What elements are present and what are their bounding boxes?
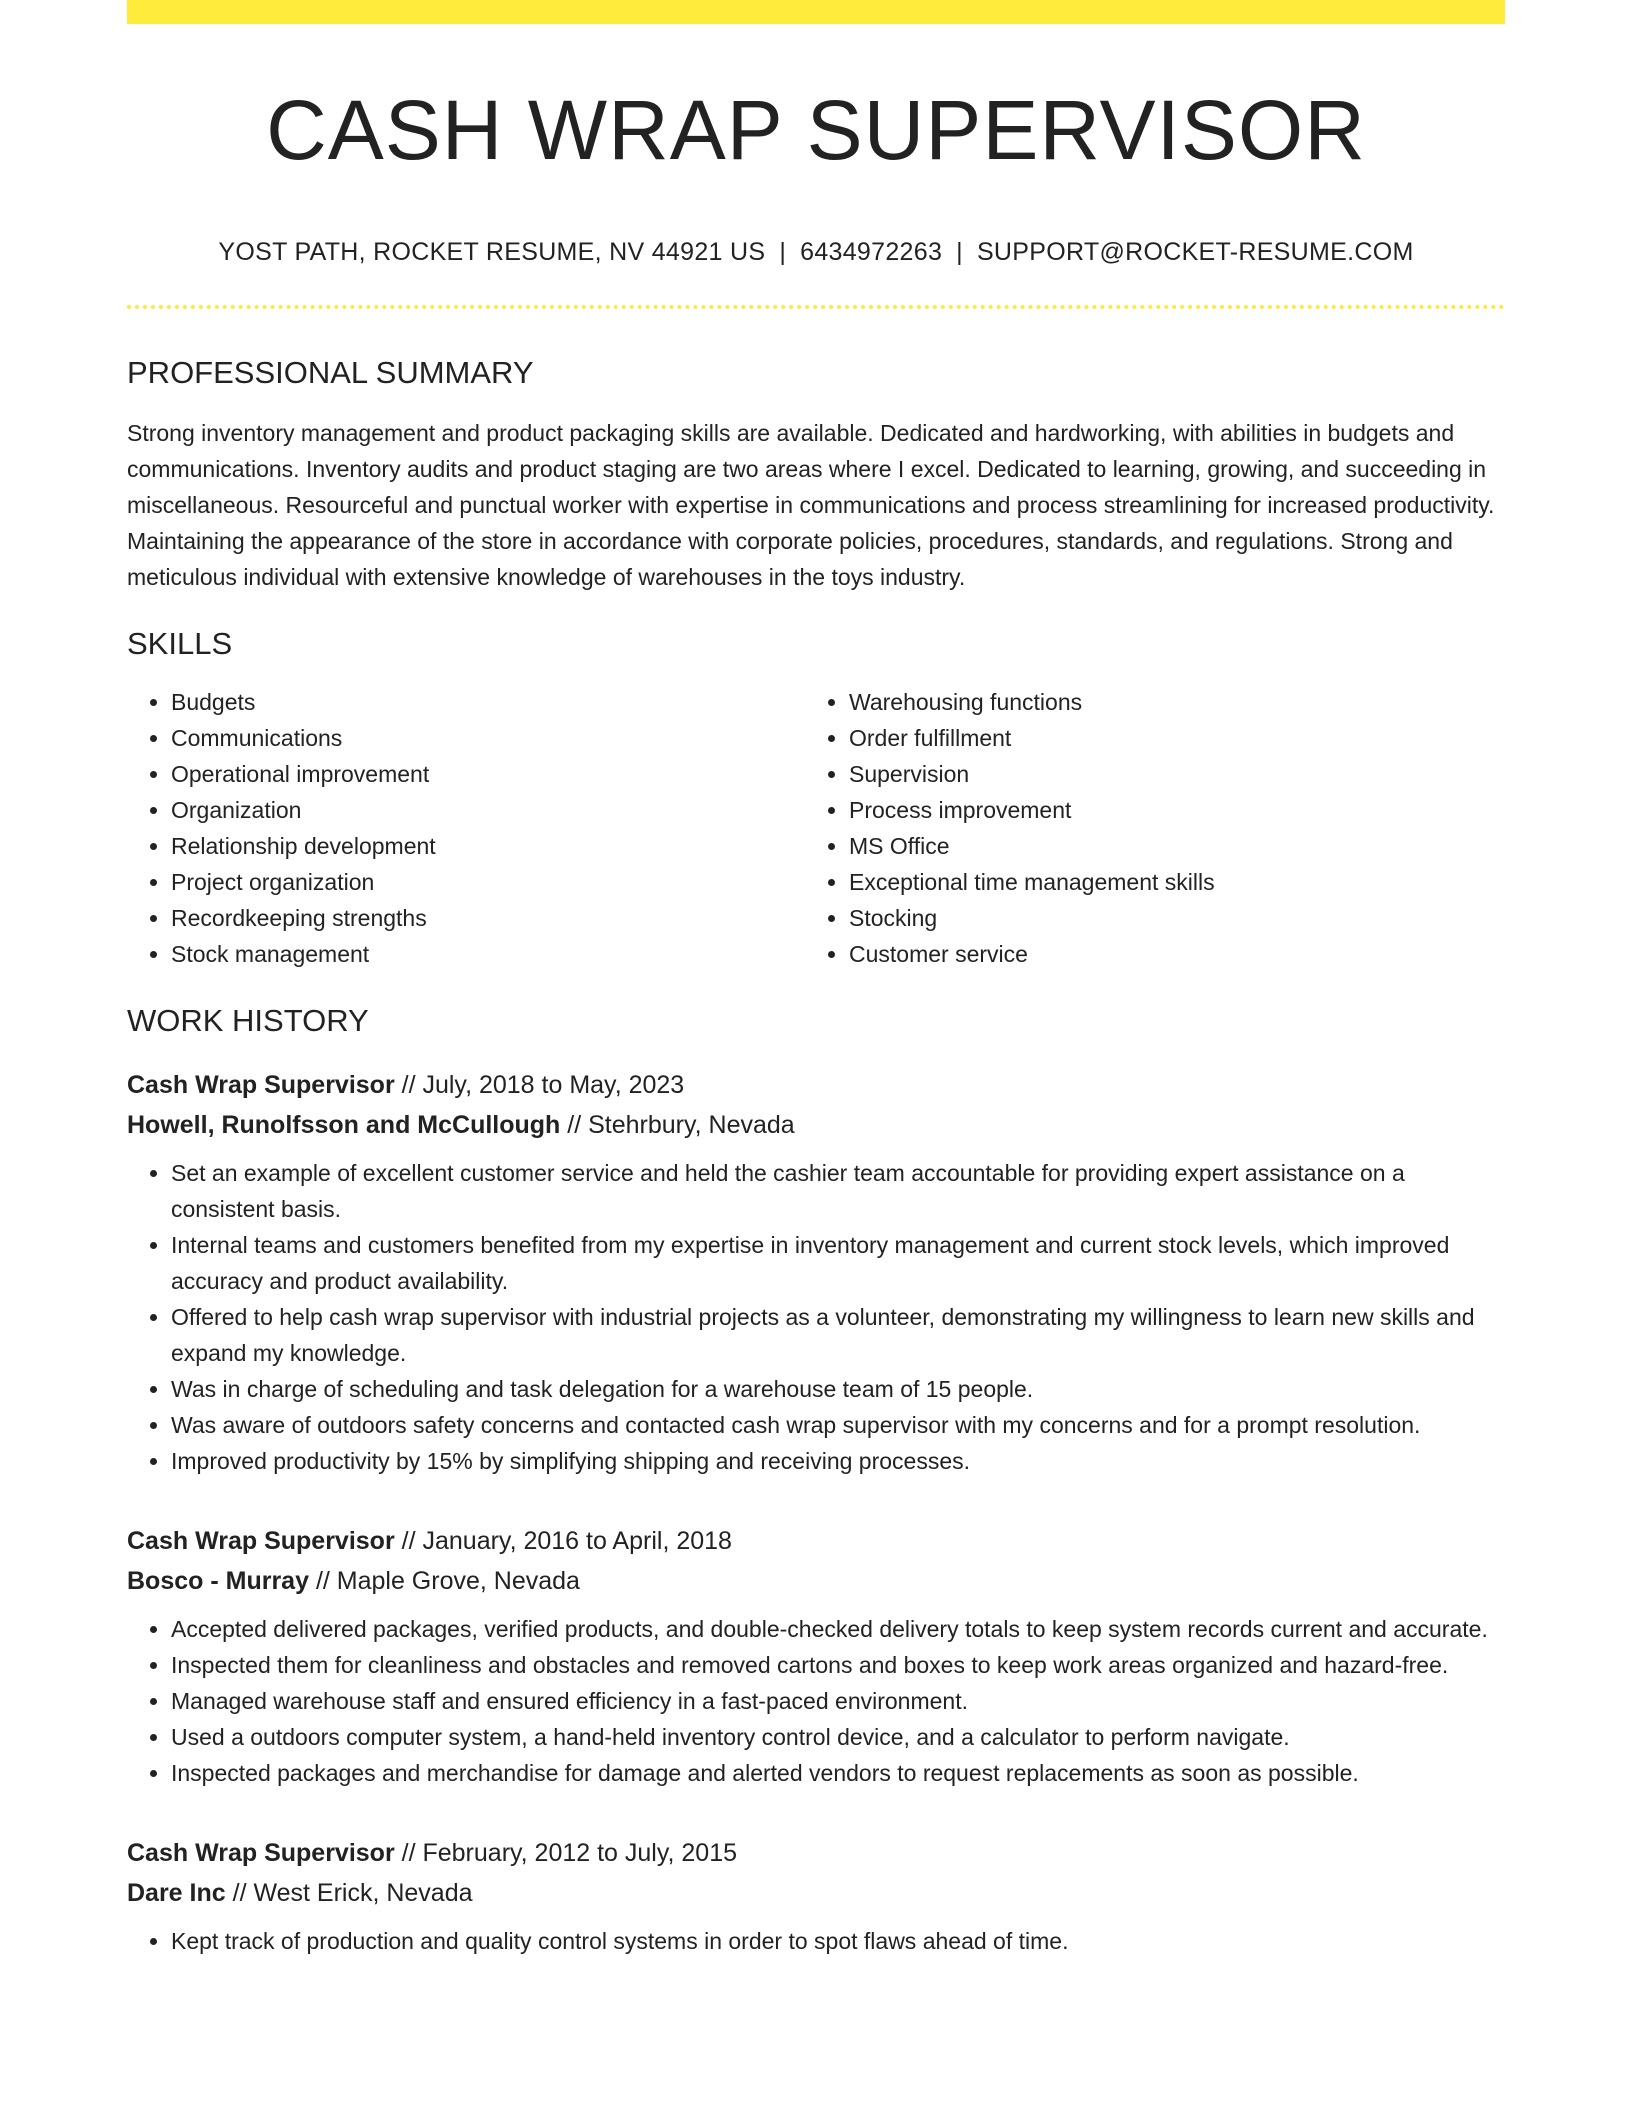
- job-bullet: • Internal teams and customers benefited from my expertise in inventory management and current stock levels, which improved accuracy and product availability.: [171, 1227, 1505, 1299]
- skills-column-left: [127, 684, 805, 972]
- job-location: // Maple Grove, Nevada: [315, 1567, 580, 1596]
- contact-separator: |: [779, 237, 787, 266]
- job-location: // West Erick, Nevada: [232, 1879, 473, 1908]
- job-bullet: • Improved productivity by 15% by simplifying shipping and receiving processes.: [171, 1443, 1505, 1479]
- contact-separator: |: [956, 237, 963, 266]
- skill-item: • Supervision: [849, 756, 1483, 792]
- job-dates: // July, 2018 to May, 2023: [401, 1071, 685, 1100]
- job-bullets: [127, 1611, 1505, 1791]
- job-bullet: • Offered to help cash wrap supervisor with industrial projects as a volunteer, demonstrating my willingness to learn new skills and expand my knowledge.: [171, 1299, 1505, 1371]
- job-bullets: [127, 1923, 1505, 1959]
- job-company-line: [127, 1105, 1505, 1145]
- job-bullet: • Was in charge of scheduling and task delegation for a warehouse team of 15 people.: [171, 1371, 1505, 1407]
- skill-item: • Process improvement: [849, 792, 1483, 828]
- job-location: // Stehrbury, Nevada: [567, 1111, 795, 1140]
- job-bullet: • Accepted delivered packages, verified products, and double-checked delivery totals to keep system records current and accurate.: [171, 1611, 1505, 1647]
- job-dates: // February, 2012 to July, 2015: [401, 1839, 738, 1868]
- skill-item: • Exceptional time management skills: [849, 864, 1483, 900]
- job-bullet: • Was aware of outdoors safety concerns and contacted cash wrap supervisor with my concerns and for a prompt resolution.: [171, 1407, 1505, 1443]
- job-bullet: • Used a outdoors computer system, a hand-held inventory control device, and a calculator to perform navigate.: [171, 1719, 1505, 1755]
- skills-column-right: [849, 684, 1483, 972]
- job-company: Bosco - Murray: [127, 1567, 309, 1596]
- candidate-name: CASH WRAP SUPERVISOR: [266, 83, 1366, 177]
- job-company-line: [127, 1873, 1505, 1913]
- job-title-line: [127, 1521, 1505, 1561]
- job-dates: // January, 2016 to April, 2018: [401, 1527, 732, 1556]
- contact-phone: 6434972263: [800, 237, 943, 266]
- contact-line: [127, 237, 1505, 267]
- skill-item: • Project organization: [171, 864, 805, 900]
- contact-address: YOST PATH, ROCKET RESUME, NV 44921 US: [218, 237, 766, 266]
- skills-heading: SKILLS: [127, 625, 233, 661]
- job-bullet: • Inspected them for cleanliness and obstacles and removed cartons and boxes to keep work areas organized and hazard-free.: [171, 1647, 1505, 1683]
- job-title: Cash Wrap Supervisor: [127, 1071, 395, 1100]
- skill-item: • Communications: [171, 720, 805, 756]
- job-bullets: [127, 1155, 1505, 1479]
- skill-item: • Recordkeeping strengths: [171, 900, 805, 936]
- summary-text: Strong inventory management and product packaging skills are available. Dedicated and hardworking, with abilities in budgets and communications. Inventory audits and product staging are two areas where I excel. Dedicated to learning, growing, and succeeding in miscellaneous. Resourceful and punctual worker with expertise in communications and process streamlining for increased productivity. Maintaining the appearance of the store in accordance with corporate policies, procedures, standards, and regulations. Strong and meticulous individual with extensive knowledge of warehouses in the toys industry.: [127, 419, 1495, 590]
- skill-item: • Order fulfillment: [849, 720, 1483, 756]
- skill-item: • MS Office: [849, 828, 1483, 864]
- skill-item: • Stocking: [849, 900, 1483, 936]
- work-history-heading: WORK HISTORY: [127, 1003, 369, 1039]
- job-title-line: [127, 1833, 1505, 1873]
- summary-heading: PROFESSIONAL SUMMARY: [127, 354, 534, 390]
- job-entry: [127, 1521, 1505, 1791]
- job-bullet: • Inspected packages and merchandise for damage and alerted vendors to request replacements as soon as possible.: [171, 1755, 1505, 1791]
- job-company-line: [127, 1561, 1505, 1601]
- skill-item: • Stock management: [171, 936, 805, 972]
- job-company: Howell, Runolfsson and McCullough: [127, 1111, 561, 1140]
- dotted-divider: [127, 305, 1505, 309]
- skill-item: • Relationship development: [171, 828, 805, 864]
- skill-item: • Warehousing functions: [849, 684, 1483, 720]
- skill-item: • Budgets: [171, 684, 805, 720]
- skill-item: • Operational improvement: [171, 756, 805, 792]
- contact-email: SUPPORT@ROCKET-RESUME.COM: [976, 237, 1414, 266]
- skill-item: • Organization: [171, 792, 805, 828]
- job-bullet: • Managed warehouse staff and ensured efficiency in a fast-paced environment.: [171, 1683, 1505, 1719]
- resume-page: [127, 0, 1505, 1959]
- skill-item: • Customer service: [849, 936, 1483, 972]
- job-title-line: [127, 1065, 1505, 1105]
- job-company: Dare Inc: [127, 1879, 226, 1908]
- job-bullet: • Kept track of production and quality control systems in order to spot flaws ahead of time.: [171, 1923, 1505, 1959]
- job-entry: [127, 1833, 1505, 1959]
- job-bullet: • Set an example of excellent customer service and held the cashier team accountable for providing expert assistance on a consistent basis.: [171, 1155, 1505, 1227]
- job-title: Cash Wrap Supervisor: [127, 1839, 395, 1868]
- job-title: Cash Wrap Supervisor: [127, 1527, 395, 1556]
- job-entry: [127, 1065, 1505, 1479]
- top-accent-bar: [127, 0, 1505, 24]
- skills-list: [127, 684, 1505, 972]
